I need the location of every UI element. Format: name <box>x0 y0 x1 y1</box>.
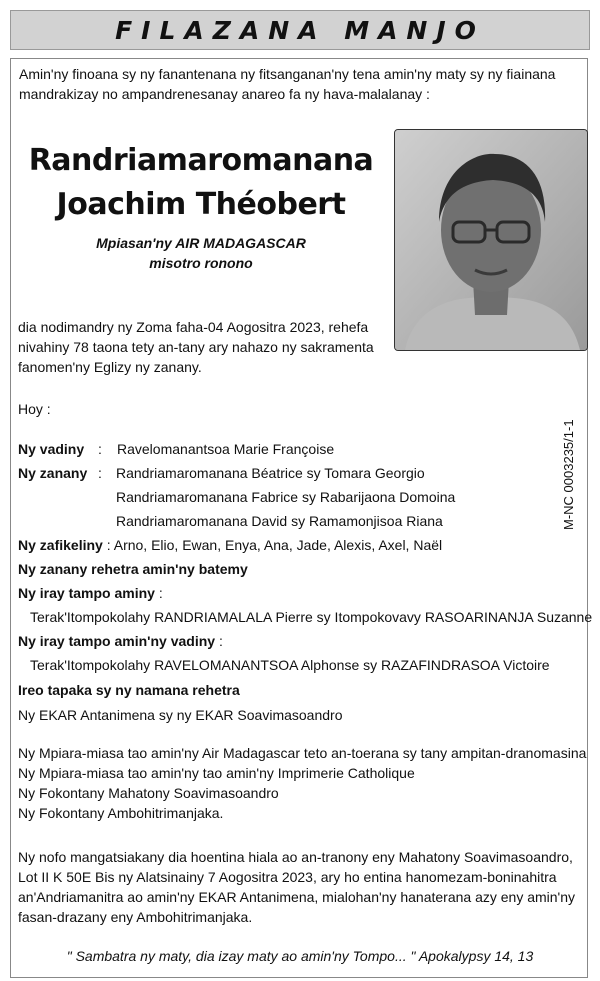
reference-code: M-NC 0003235/1-1 <box>561 419 576 530</box>
iray-tampo-aminy-row <box>18 583 163 603</box>
intro-text: Amin'ny finoana sy ny fanantenana ny fitsanganan'ny tena amin'ny maty sy ny fiainana mandrakizay no ampandrenesanay anareo fa ny hava-malalanay : <box>19 66 556 102</box>
funeral-line3: an'Andriamanitra ao amin'ny EKAR Antanimena, mialohan'ny hanaterana azy eny amin'ny <box>18 889 576 905</box>
death-line3: fanomen'ny Eglizy ny zanany. <box>18 359 202 375</box>
iray-tampo-aminy-value: Terak'Itompokolahy RANDRIAMALALA Pierre sy Itompokovavy RASOARINANJA Suzanne <box>30 609 593 625</box>
iray-tampo-vadiny-row <box>18 631 223 651</box>
header-banner <box>10 10 590 50</box>
zanany-rehetra: Ny zanany rehetra amin'ny batemy <box>18 561 248 577</box>
deceased-title: Mpiasan'ny AIR MADAGASCAR <box>96 235 306 251</box>
zanany-item: Randriamaromanana David sy Ramamonjisoa Riana <box>116 513 443 529</box>
funeral-line2: Lot II K 50E Bis ny Alatsinainy 7 Aogositra 2023, ary ho entina hanomezam-boninahitra <box>18 869 557 885</box>
zafikeliny-value: : Arno, Elio, Ewan, Enya, Ana, Jade, Alexis, Axel, Naël <box>102 537 443 553</box>
others-item: Ny Mpiara-miasa tao amin'ny Air Madagascar teto an-toerana sy tany ampitan-dranomasina <box>18 745 587 761</box>
funeral-line4: fasan-drazany eny Ambohitrimanjaka. <box>18 909 253 925</box>
iray-tampo-vadiny-value: Terak'Itompokolahy RAVELOMANANTSOA Alphonse sy RAZAFINDRASOA Victoire <box>30 657 550 673</box>
zanany-separator: : <box>98 465 102 481</box>
portrait-photo <box>394 129 588 351</box>
vadiny-separator: : <box>98 441 102 457</box>
funeral-line1: Ny nofo mangatsiakany dia hoentina hiala ao an-tranony eny Mahatony Soavimasoandro, <box>18 849 573 865</box>
header-title: FILAZANA MANJO <box>115 15 485 45</box>
vadiny-label: Ny vadiny <box>18 441 85 457</box>
tapaka-label: Ireo tapaka sy ny namana rehetra <box>18 682 240 698</box>
zanany-item: Randriamaromanana Béatrice sy Tomara Georgio <box>116 465 425 481</box>
zanany-label: Ny zanany <box>18 465 88 481</box>
iray-tampo-aminy-label: Ny iray tampo aminy <box>18 585 155 601</box>
death-line2: nivahiny 78 taona tety an-tany ary nahazo ny sakramenta <box>18 339 374 355</box>
deceased-name-line2: Joachim Théobert <box>56 187 346 222</box>
iray-tampo-vadiny-separator: : <box>215 633 223 649</box>
iray-tampo-aminy-separator: : <box>154 585 163 601</box>
zanany-item: Randriamaromanana Fabrice sy Rabarijaona Domoina <box>116 489 456 505</box>
portrait-image <box>395 130 587 350</box>
tapaka-value: Ny EKAR Antanimena sy ny EKAR Soavimasoandro <box>18 707 343 723</box>
vadiny-value: Ravelomanantsoa Marie Françoise <box>117 441 335 457</box>
iray-tampo-vadiny-label: Ny iray tampo amin'ny vadiny <box>18 633 216 649</box>
hoy-label: Hoy : <box>18 401 51 417</box>
deceased-name-line1: Randriamaromanana <box>28 143 374 178</box>
others-item: Ny Fokontany Ambohitrimanjaka. <box>18 805 224 821</box>
bible-quote: " Sambatra ny maty, dia izay maty ao amin'ny Tompo... " Apokalypsy 14, 13 <box>66 948 534 964</box>
deceased-status: misotro ronono <box>149 255 253 271</box>
zafikeliny-row <box>18 535 442 555</box>
others-item: Ny Mpiara-miasa tao amin'ny tao amin'ny Imprimerie Catholique <box>18 765 415 781</box>
zafikeliny-label: Ny zafikeliny <box>18 537 103 553</box>
death-line1: dia nodimandry ny Zoma faha-04 Aogositra 2023, rehefa <box>18 319 369 335</box>
others-item: Ny Fokontany Mahatony Soavimasoandro <box>18 785 279 801</box>
